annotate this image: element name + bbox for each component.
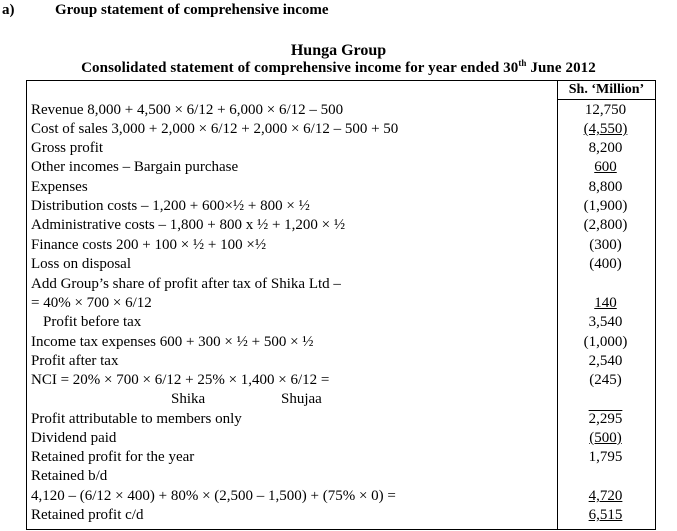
- statement-row: [31, 197, 653, 216]
- row-description: Shika: [171, 391, 206, 407]
- row-description: Administrative costs – 1,800 + 800 x ½ + 1,200 × ½: [31, 217, 346, 233]
- row-amount: (400): [589, 256, 622, 272]
- statement-row: [31, 506, 653, 525]
- row-amount: 2,295: [588, 411, 623, 427]
- column-header: Sh. ‘Million’: [568, 82, 645, 97]
- row-description: NCI = 20% × 700 × 6/12 + 25% × 1,400 × 6/12 =: [31, 372, 330, 388]
- statement-row: [31, 410, 653, 429]
- row-description: Finance costs 200 + 100 × ½ + 100 ×½: [31, 237, 267, 253]
- row-amount: 600: [594, 159, 617, 175]
- statement-row: [31, 294, 653, 313]
- row-amount: 12,750: [584, 102, 627, 118]
- row-description: Retained profit for the year: [31, 449, 195, 465]
- row-amount: (300): [589, 237, 622, 253]
- row-description: Profit before tax: [43, 314, 142, 330]
- row-description: Other incomes – Bargain purchase: [31, 159, 239, 175]
- statement-row: [31, 429, 653, 448]
- row-description: 4,120 – (6/12 × 400) + 80% × (2,500 – 1,500) + (75% × 0) =: [31, 488, 396, 504]
- row-amount: 4,720: [588, 488, 623, 504]
- row-description: Retained profit c/d: [31, 507, 144, 523]
- statement-row: [31, 139, 653, 158]
- row-description: Gross profit: [31, 140, 104, 156]
- statement-row: [31, 255, 653, 274]
- row-description: Dividend paid: [31, 430, 117, 446]
- statement-row: [31, 487, 653, 506]
- statement-row: [31, 313, 653, 332]
- section-title: Group statement of comprehensive income: [55, 2, 329, 18]
- statement-row: [31, 333, 653, 352]
- row-description: Income tax expenses 600 + 300 × ½ + 500 × ½: [31, 334, 314, 350]
- row-description: Distribution costs – 1,200 + 600×½ + 800 × ½: [31, 198, 310, 214]
- statement-title: Consolidated statement of comprehensive income for year ended 30th June 2012: [81, 58, 596, 76]
- row-amount: 1,795: [588, 449, 623, 465]
- row-amount: 3,540: [588, 314, 623, 330]
- statement-row: [31, 371, 653, 390]
- row-description: Revenue 8,000 + 4,500 × 6/12 + 6,000 × 6/12 – 500: [31, 102, 344, 118]
- row-description-secondary: Shujaa: [281, 391, 322, 407]
- row-amount: (4,550): [583, 121, 628, 137]
- statement-row: [31, 178, 653, 197]
- row-amount: (245): [589, 372, 622, 388]
- section-label: a): [2, 2, 15, 18]
- row-description: Loss on disposal: [31, 256, 132, 272]
- statement-row: [31, 275, 653, 294]
- row-amount: (1,000): [583, 334, 628, 350]
- group-name: Hunga Group: [290, 42, 387, 59]
- row-amount: 8,800: [588, 179, 623, 195]
- row-description: Cost of sales 3,000 + 2,000 × 6/12 + 2,000 × 6/12 – 500 + 50: [31, 121, 399, 137]
- row-description: Expenses: [31, 179, 88, 195]
- statement-table: [26, 80, 656, 530]
- row-amount: 140: [594, 295, 617, 311]
- row-amount: 2,540: [588, 353, 623, 369]
- row-amount: (500): [589, 430, 622, 446]
- row-description: Add Group’s share of profit after tax of Shika Ltd –: [31, 276, 341, 292]
- statement-row: [31, 448, 653, 467]
- row-description: Retained b/d: [31, 468, 108, 484]
- statement-row: [31, 216, 653, 235]
- statement-row: [31, 352, 653, 371]
- row-description: Profit after tax: [31, 353, 119, 369]
- statement-row: [31, 236, 653, 255]
- row-description: = 40% × 700 × 6/12: [31, 295, 152, 311]
- row-amount: (2,800): [583, 217, 628, 233]
- row-amount: (1,900): [583, 198, 628, 214]
- row-amount: 8,200: [588, 140, 623, 156]
- statement-row: [31, 467, 653, 486]
- statement-row: [31, 120, 653, 139]
- statement-row: [31, 158, 653, 177]
- statement-row: [31, 101, 653, 120]
- row-description: Profit attributable to members only: [31, 411, 242, 427]
- row-amount: 6,515: [588, 507, 623, 523]
- statement-row: [31, 390, 653, 409]
- header-underline: [557, 99, 655, 100]
